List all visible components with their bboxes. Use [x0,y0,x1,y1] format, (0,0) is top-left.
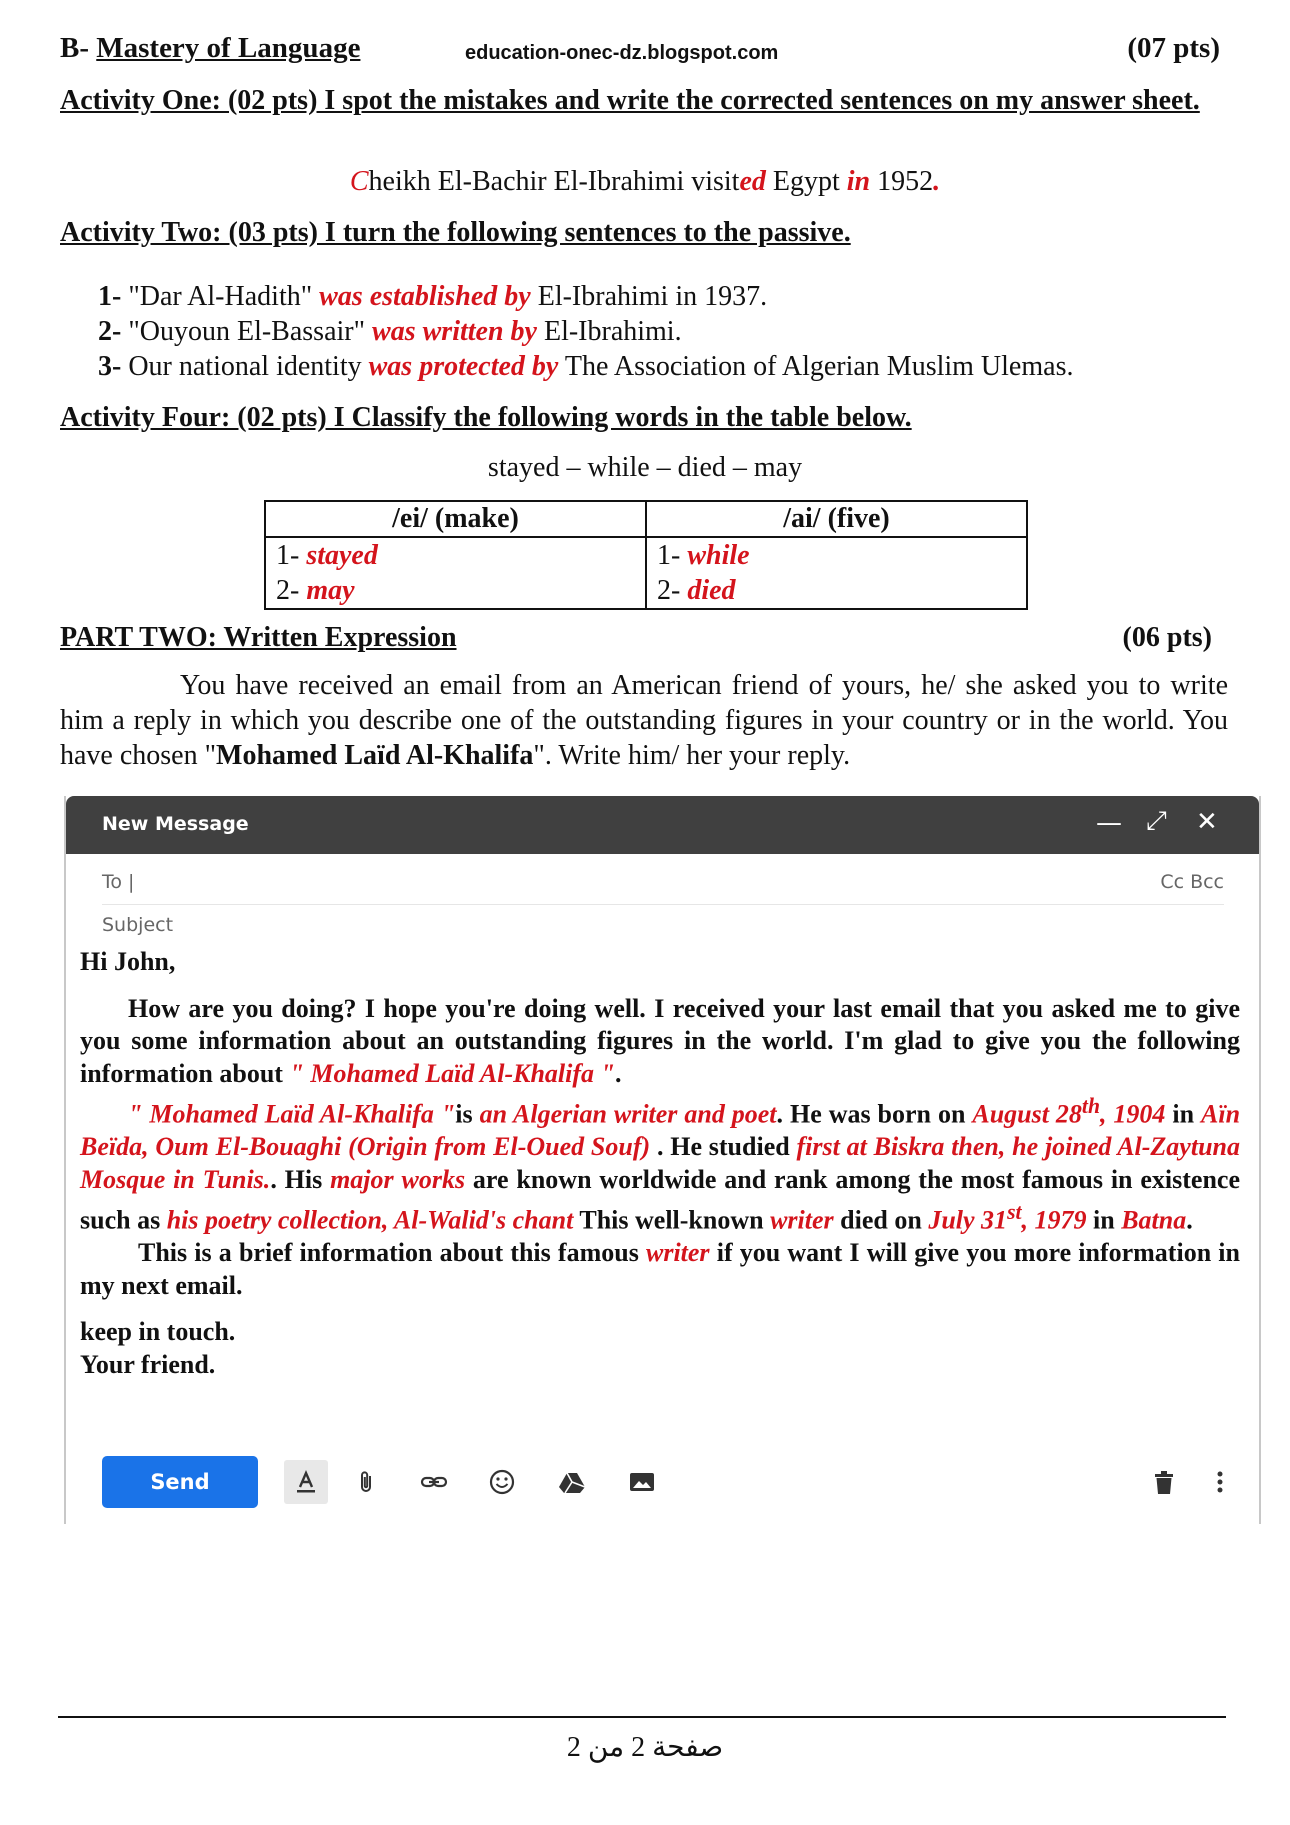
paragraph-text: . He studied [650,1132,797,1162]
table-cell-ei [265,537,646,609]
to-label[interactable]: To | [102,871,135,893]
item-text: "Ouyoun El-Bassair" [128,316,373,347]
paragraph-text: This well-known [573,1205,771,1235]
item-text: El-Ibrahimi. [536,316,682,347]
footer-divider [58,1716,1226,1718]
cell-number: 2- [276,575,307,606]
works-label: major works [330,1164,466,1194]
cc-bcc-link[interactable]: Cc Bcc [1160,871,1224,893]
email-paragraph-2 [80,1090,1240,1237]
cell-word: stayed [306,540,378,571]
death-year: , 1979 [1021,1205,1087,1235]
section-points: (07 pts) [1127,32,1220,64]
activity-four-title: Activity Four: (02 pts) I Classify the following words in the table below. [60,402,912,433]
attach-icon[interactable] [344,1460,388,1504]
activity-one-title: Activity One: (02 pts) I spot the mistakes and write the corrected sentences on my answer sheet. [60,85,1200,116]
item-text: The Association of Algerian Muslim Ulemas. [558,351,1074,382]
part-two-points: (06 pts) [1122,622,1212,653]
format-text-icon[interactable] [284,1460,328,1504]
birth-date-suffix: th [1081,1094,1100,1118]
item-number: 2 [98,316,112,347]
more-options-icon[interactable] [1198,1460,1242,1504]
correction-in: in [846,166,871,197]
page-number: صفحة 2 من 2 [566,1732,724,1763]
section-heading [60,32,360,65]
paragraph-text: This is a brief information about this famous [138,1238,646,1268]
sentence-part: Egypt [765,166,847,197]
list-item: 3- Our national identity was protected by The Association of Algerian Muslim Ulemas. [98,351,1074,382]
birth-date: August 28 [972,1099,1082,1129]
correction-capital: C [349,166,369,197]
word-list: stayed – while – died – may [487,452,803,483]
section-title: Mastery of Language [96,32,361,64]
classification-table [264,500,1028,610]
paragraph-text: are known worldwide and rank among the most famous in existence such as [80,1164,1240,1235]
cell-number: 1- [657,540,688,571]
death-date-suffix: st [1007,1200,1022,1225]
email-paragraph-1 [80,993,1240,1091]
compose-window [64,796,1261,1524]
cell-word: may [306,575,355,606]
table-header-ei: /ei/ (make) [265,501,646,537]
poetry-collection: his poetry collection, Al-Walid's chant [166,1205,574,1235]
email-greeting: Hi John, [80,947,176,976]
birth-year: , 1904 [1099,1099,1166,1129]
prompt-text: You have received an email from an American friend of yours, he/ she asked you to write him a reply in which you describe one of the outstanding figures in your country or in the world. You have chosen " [60,670,1228,771]
close-icon[interactable]: ✕ [1196,807,1218,837]
sentence-part: 1952 [870,166,934,197]
page-header [60,28,1220,68]
correction-ed: ed [739,166,766,197]
paragraph-text: died on [833,1205,929,1235]
cell-word: died [687,575,736,606]
activity-two-title: Activity Two: (03 pts) I turn the following sentences to the passive. [60,217,851,248]
link-icon[interactable] [412,1460,456,1504]
paragraph-text: . [614,1058,622,1088]
paragraph-text: . [1186,1205,1193,1235]
compose-title: New Message [102,813,249,835]
email-signature: Your friend. [80,1349,216,1379]
photo-icon[interactable] [620,1460,664,1504]
writer-word: writer [770,1205,834,1235]
correction-period: . [933,166,941,197]
item-number: 3 [98,351,112,382]
item-text: "Dar Al-Hadith" [128,281,320,312]
paragraph-text: in [1165,1099,1202,1129]
part-two-title: PART TWO: Written Expression [60,622,457,653]
compose-titlebar [66,796,1259,854]
education: first at Biskra then, he joined Al-Zaytuna Mosque in Tunis. [80,1132,1240,1194]
prompt-name: Mohamed Laïd Al-Khalifa [216,740,534,771]
writing-prompt [60,668,1228,773]
email-body[interactable] [80,946,1240,1381]
activity-one-sentence [0,164,1290,199]
death-date: July 31 [928,1205,1008,1235]
cell-number: 2- [657,575,688,606]
birth-place: Aïn Beïda, Oum El-Bouaghi (Origin from El-Oued Souf) [80,1099,1241,1162]
item-text: Our national identity [128,351,369,382]
subject-field[interactable]: Subject [102,914,174,936]
to-field[interactable] [102,854,1224,905]
email-closing: keep in touch. [80,1317,236,1347]
drive-icon[interactable] [550,1460,594,1504]
site-url: education-onec-dz.blogspot.com [465,42,779,64]
trash-icon[interactable] [1142,1460,1186,1504]
list-item: 2- "Ouyoun El-Bassair" was written by El-Ibrahimi. [98,316,682,347]
writer-word: writer [645,1238,710,1268]
send-button[interactable]: Send [102,1456,258,1508]
table-header-ai: /ai/ (five) [646,501,1027,537]
expand-icon[interactable]: ⤢ [1146,806,1167,836]
cell-word: while [687,540,750,571]
passive-answer: was written by [372,316,537,347]
paragraph-text: . His [270,1164,331,1194]
passive-list [98,279,1238,384]
passive-answer: was protected by [368,351,559,382]
figure-name: " Mohamed Laïd Al-Khalifa " [128,1099,456,1129]
paragraph-text: How are you doing? I hope you're doing well. I received your last email that you asked me to give you some information about an outstanding figures in the world. I'm glad to give you the following information about [80,993,1240,1088]
prompt-text: ". Write him/ her your reply. [533,740,851,771]
passive-answer: was established by [319,281,531,312]
sentence-part: heikh El-Bachir El-Ibrahimi visit [368,166,740,197]
table-cell-ai [646,537,1027,609]
section-prefix: B- [60,32,97,64]
death-place: Batna [1121,1205,1187,1235]
figure-description: an Algerian writer and poet [479,1099,777,1129]
paragraph-text: if you want I will give you more information in my next email. [80,1238,1240,1300]
item-text: El-Ibrahimi in 1937. [530,281,768,312]
list-item: 1- "Dar Al-Hadith" was established by El-Ibrahimi in 1937. [98,281,768,312]
paragraph-text: in [1086,1205,1122,1235]
cell-number: 1- [276,540,307,571]
emoji-icon[interactable] [480,1460,524,1504]
figure-name: " Mohamed Laïd Al-Khalifa " [289,1058,615,1088]
compose-toolbar [66,1446,1259,1516]
item-number: 1 [98,281,112,312]
email-paragraph-3 [80,1237,1240,1302]
paragraph-text: . He was born on [776,1099,973,1129]
minimize-icon[interactable]: — [1096,808,1122,838]
paragraph-text: is [455,1099,480,1129]
